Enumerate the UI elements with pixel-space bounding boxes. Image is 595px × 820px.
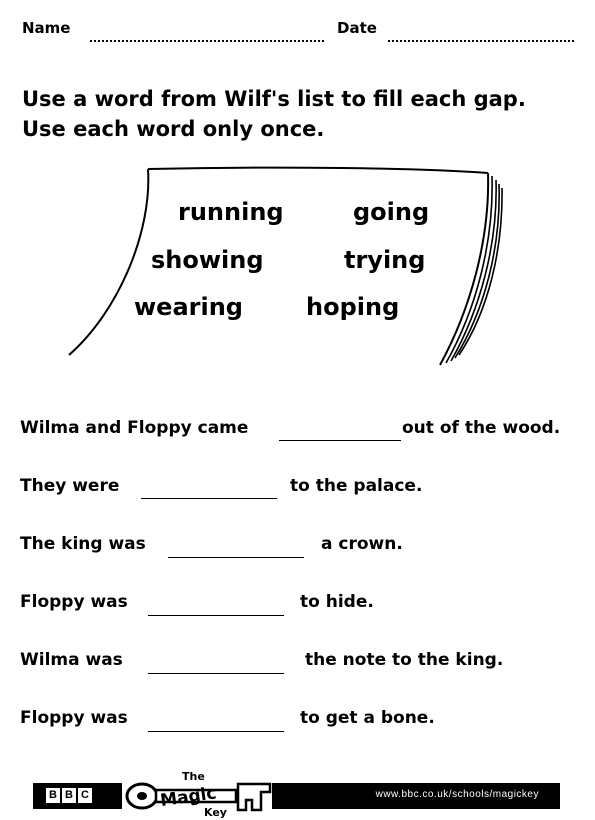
- sentence-6-before: Floppy was: [20, 708, 128, 728]
- instruction-line-2: Use each word only once.: [22, 117, 325, 141]
- word-wearing: wearing: [134, 293, 243, 321]
- word-going: going: [353, 198, 430, 226]
- word-list-notepad: [60, 160, 520, 370]
- sentence-1-before: Wilma and Floppy came: [20, 418, 249, 438]
- footer-url[interactable]: www.bbc.co.uk/schools/magickey: [375, 789, 539, 800]
- instruction-line-1: Use a word from Wilf's list to fill each gap.: [22, 87, 526, 111]
- date-field[interactable]: [388, 40, 574, 42]
- word-hoping: hoping: [306, 293, 400, 321]
- sentence-2-after: to the palace.: [290, 476, 423, 496]
- sentence-5-gap[interactable]: [148, 673, 284, 674]
- sentence-4-before: Floppy was: [20, 592, 128, 612]
- name-label: Name: [22, 19, 71, 37]
- sentence-3-gap[interactable]: [168, 557, 304, 558]
- sentence-2-before: They were: [20, 476, 120, 496]
- logo-word-the: The: [182, 770, 205, 783]
- bbc-letter-1: B: [46, 788, 60, 803]
- sentence-6-after: to get a bone.: [300, 708, 435, 728]
- bbc-letter-2: B: [62, 788, 76, 803]
- sentence-5-before: Wilma was: [20, 650, 123, 670]
- sentence-1-gap[interactable]: [279, 440, 401, 441]
- date-label: Date: [337, 19, 377, 37]
- sentence-1-after: out of the wood.: [402, 418, 561, 438]
- sentence-4-after: to hide.: [300, 592, 374, 612]
- bbc-letter-3: C: [78, 788, 92, 803]
- word-showing: showing: [151, 246, 264, 274]
- sentence-5-after: the note to the king.: [305, 650, 504, 670]
- word-running: running: [178, 198, 284, 226]
- sentence-4-gap[interactable]: [148, 615, 284, 616]
- sentence-3-after: a crown.: [321, 534, 403, 554]
- word-trying: trying: [344, 246, 426, 274]
- logo-word-magic: Magic: [159, 783, 218, 812]
- bbc-logo: [46, 788, 92, 803]
- sentence-6-gap[interactable]: [148, 731, 284, 732]
- magic-key-logo: [120, 762, 280, 820]
- sentence-2-gap[interactable]: [141, 498, 277, 499]
- logo-word-key: Key: [204, 806, 227, 819]
- name-field[interactable]: [90, 40, 324, 42]
- sentence-3-before: The king was: [20, 534, 146, 554]
